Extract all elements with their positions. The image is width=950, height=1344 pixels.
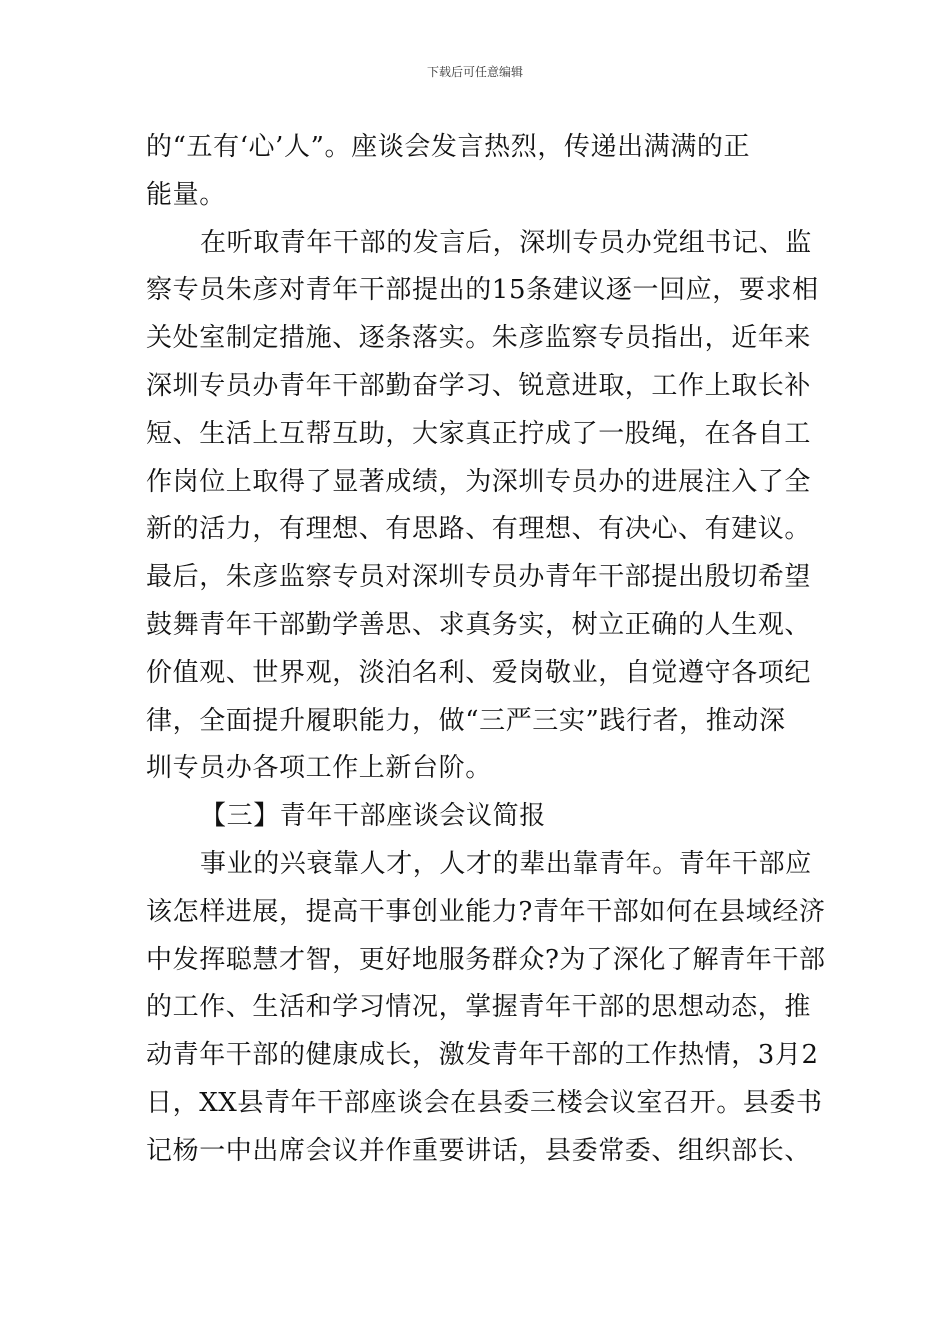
text-line: 的工作、生活和学习情况，掌握青年干部的思想动态，推 — [146, 992, 812, 1023]
text-line: 圳专员办各项工作上新台阶。 — [146, 753, 492, 784]
paragraph-first-line: 在听取青年干部的发言后，深圳专员办党组书记、监 — [200, 227, 812, 258]
text-line: 该怎样进展，提高干事创业能力?青年干部如何在县域经济 — [146, 896, 826, 927]
text-line: 短、生活上互帮互助，大家真正拧成了一股绳，在各自工 — [146, 418, 812, 449]
text-line: 中发挥聪慧才智，更好地服务群众?为了深化了解青年干部 — [146, 944, 826, 975]
text-line: 最后，朱彦监察专员对深圳专员办青年干部提出殷切希望 — [146, 562, 812, 593]
paragraph-first-line: 事业的兴衰靠人才，人才的辈出靠青年。青年干部应 — [200, 848, 812, 879]
text-line: 的“五有‘心’人”。座谈会发言热烈，传递出满满的正 — [146, 132, 751, 162]
text-line: 日，XX县青年干部座谈会在县委三楼会议室召开。县委书 — [146, 1087, 823, 1118]
text-line: 律，全面提升履职能力，做“三严三实”践行者，推动深 — [146, 705, 786, 736]
page-header: 下载后可任意编辑 — [426, 65, 523, 79]
text-line: 深圳专员办青年干部勤奋学习、锐意进取，工作上取长补 — [146, 370, 812, 401]
text-line: 能量。 — [146, 179, 226, 210]
text-line: 新的活力，有理想、有思路、有理想、有决心、有建议。 — [146, 514, 812, 545]
text-line: 鼓舞青年干部勤学善思、求真务实，树立正确的人生观、 — [146, 609, 812, 640]
text-line: 察专员朱彦对青年干部提出的15条建议逐一回应，要求相 — [146, 275, 819, 306]
text-line: 记杨一中出席会议并作重要讲话，县委常委、组织部长、 — [146, 1135, 812, 1166]
text-line: 作岗位上取得了显著成绩，为深圳专员办的进展注入了全 — [146, 466, 812, 497]
text-line: 价值观、世界观，淡泊名利、爱岗敬业，自觉遵守各项纪 — [146, 657, 812, 688]
text-line: 关处室制定措施、逐条落实。朱彦监察专员指出，近年来 — [146, 323, 812, 354]
paragraph-first-line: 【三】青年干部座谈会议简报 — [200, 801, 546, 832]
document-body — [146, 124, 826, 1176]
text-line: 动青年干部的健康成长，激发青年干部的工作热情，3月2 — [146, 1040, 819, 1071]
